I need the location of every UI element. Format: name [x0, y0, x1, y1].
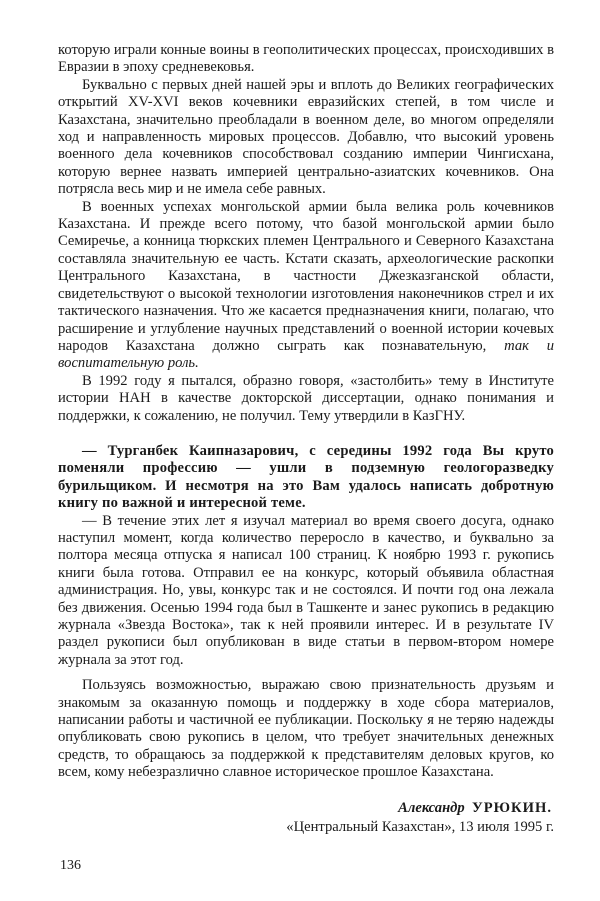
paragraph-mongol-army: [58, 199, 554, 373]
paragraph-acknowledgements: Пользуясь возможностью, выражаю свою признательность друзьям и знакомым за оказанную помощь и поддержку в ходе сбора материалов, написании работы и частичной ее публикации. Поскольку я не теряю надежды опубликовать свою рукопись в целом, что требует значительных денежных средств, то обращаюсь за поддержкой к представителям деловых кругов, ко всем, кому небезразлично славное историческое прошлое Казахстана.: [58, 677, 554, 781]
author-name: [58, 800, 554, 817]
paragraph-intro-continuation: которую играли конные воины в геополитических процессах, происходивших в Евразии в эпоху средневековья.: [58, 42, 554, 76]
paragraph-mongol-army-italic: так и воспитательную роль.: [58, 337, 555, 372]
publication-source: «Центральный Казахстан», 13 июля 1995 г.: [286, 819, 554, 836]
page-number: 136: [60, 858, 81, 873]
paragraph-mongol-army-text: В военных успехах монгольской армии была велика роль кочевников Казахстана. И прежде всего потому, что базой монгольской армии было Семиречье, а конница тюркских племен Центрального и Северного Казахстана составляла значительную ее часть. Кстати сказать, археологические раскопки Центрального Казахстана, в частности Джезказганской области, свидетельствуют о высокой технологии изготовления наконечников стрел и их тактического назначения. Что же касается предназначения книги, полагаю, что расширение и углубление научных представлений о военной истории кочевых народов Казахстана должно сыграть как познавательную,: [58, 198, 554, 354]
section-gap: [58, 425, 554, 443]
signature-block: [58, 800, 554, 837]
interview-question: — Турганбек Каипназарович, с середины 1992 года Вы круто поменяли профессию — ушли в подземную геологоразведку бурильщиком. И несмотря на это Вам удалось написать добротную книгу по важной и интересной теме.: [58, 442, 554, 512]
section-gap-2: [58, 669, 554, 677]
author-surname: УРЮКИН.: [472, 799, 552, 816]
author-first-name: Александр: [398, 799, 465, 816]
paragraph-nomads-military: Буквально с первых дней нашей эры и вплоть до Великих географических открытий XV-XVI веков кочевники евразийских степей, в том числе и Казахстана, значительно преобладали в военном деле, во многом определяли ход и направленность мировых процессов. Добавлю, что высокий уровень военного дела кочевников способствовал созданию империи Чингисхана, которую вернее назвать империей центрально-азиатских кочевников. Она потрясла весь мир и не имела себе равных.: [58, 76, 554, 198]
paragraph-dissertation: В 1992 году я пытался, образно говоря, «застолбить» тему в Институте истории НАН в качестве докторской диссертации, однако понимания и поддержки, к сожалению, не получил. Тему утвердили в КазГНУ.: [58, 372, 554, 424]
interview-answer: — В течение этих лет я изучал материал во время своего досуга, однако наступил момент, когда количество переросло в качество, и буквально за полтора месяца отпуска я написал 100 страниц. К ноябрю 1993 г. рукопись книги была готова. Отправил ее на конкурс, который объявила областная администрация. Но, увы, конкурс так и не состоялся. И почти год она лежала без движения. Осенью 1994 года был в Ташкенте и занес рукопись в редакцию журнала «Звезда Востока», так к ней проявили интерес. И в результате IV раздел рукописи был опубликован в виде статьи в первом-втором номере журнала за этот год.: [58, 512, 554, 668]
document-page: [58, 42, 554, 836]
